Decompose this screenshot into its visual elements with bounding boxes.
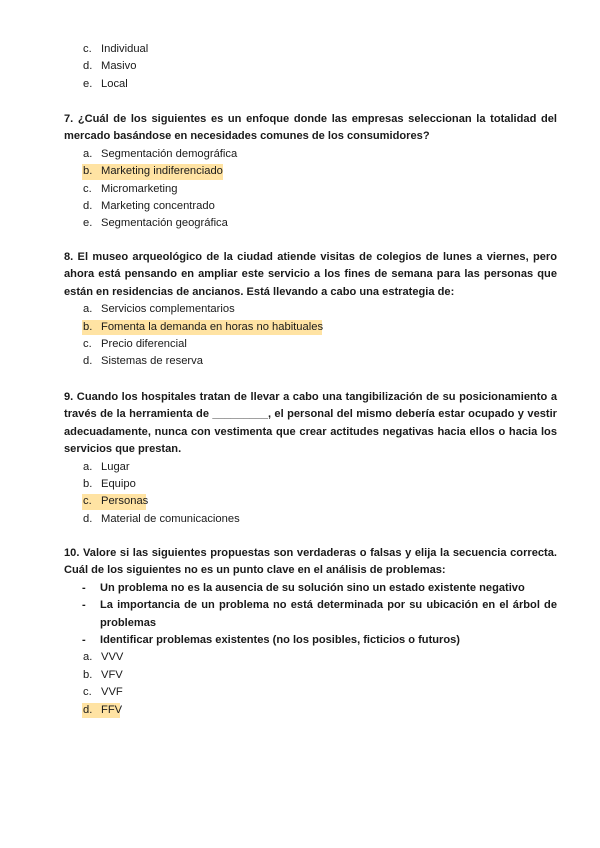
option-row[interactable] <box>64 41 557 58</box>
option-row[interactable] <box>64 58 557 75</box>
option-letter: d. <box>83 199 93 212</box>
option-text: Micromarketing <box>101 182 178 195</box>
option-row-selected[interactable] <box>64 319 557 336</box>
option-row[interactable] <box>64 215 557 232</box>
option-row[interactable] <box>64 146 557 163</box>
option-text: Fomenta la demanda en horas no habituales <box>101 320 324 333</box>
option-text: Masivo <box>101 60 137 73</box>
option-text: Lugar <box>101 460 130 473</box>
option-letter: d. <box>83 512 93 525</box>
option-letter: c. <box>83 686 92 699</box>
option-row-selected[interactable] <box>64 702 557 719</box>
statement-dash: - <box>82 634 86 647</box>
statement-text: Identificar problemas existentes (no los posibles, ficticios o futuros) <box>100 634 460 647</box>
option-text: Precio diferencial <box>101 338 187 350</box>
question-text: 9. Cuando los hospitales tratan de llevar a cabo una tangibilización de su posicionamiento a través de la herramienta de _________, el personal del mismo debería estar ocupado y vestir adecuadamente, nunca con vestimenta que crear actitudes negativas hacia ellos o hacia los servicios que prestan. <box>64 391 557 456</box>
option-letter: a. <box>83 460 93 473</box>
statement-text: La importancia de un problema no está determinada por su ubicación en el árbol de problemas <box>100 599 557 629</box>
option-letter: a. <box>83 303 93 316</box>
option-row[interactable] <box>64 336 557 353</box>
option-text: Personas <box>101 495 149 508</box>
option-text: Servicios complementarios <box>101 303 235 316</box>
option-text: Marketing indiferenciado <box>101 165 223 178</box>
option-row-selected[interactable] <box>64 163 557 180</box>
option-letter: b. <box>83 320 93 333</box>
option-text: Individual <box>101 43 149 55</box>
statement-dash: - <box>82 581 86 594</box>
option-letter: c. <box>83 182 92 195</box>
option-letter: e. <box>83 77 93 90</box>
statement-dash: - <box>82 599 86 612</box>
option-letter: a. <box>83 147 93 160</box>
question-text: 10. Valore si las siguientes propuestas son verdaderas o falsas y elija la secuencia correcta. Cuál de los siguientes no es un punto clave en el análisis de problemas: <box>64 547 557 577</box>
option-letter: b. <box>83 165 93 178</box>
option-text: Sistemas de reserva <box>101 355 203 368</box>
option-text: Local <box>101 77 128 90</box>
option-text: VVV <box>101 651 124 664</box>
option-letter: b. <box>83 478 93 491</box>
option-text: Material de comunicaciones <box>101 512 240 525</box>
option-text: Equipo <box>101 478 136 491</box>
question-8 <box>64 249 557 371</box>
option-row[interactable] <box>64 459 557 476</box>
option-letter: d. <box>83 355 93 368</box>
option-row[interactable] <box>64 181 557 198</box>
prev-question-options <box>64 41 557 93</box>
option-text: VFV <box>101 668 123 681</box>
question-10 <box>64 545 557 719</box>
option-row-selected[interactable] <box>64 493 557 510</box>
option-row[interactable] <box>64 301 557 318</box>
option-row[interactable] <box>64 511 557 528</box>
option-letter: e. <box>83 217 93 230</box>
option-text: Segmentación demográfica <box>101 147 238 160</box>
question-9 <box>64 389 557 528</box>
statement-text: Un problema no es la ausencia de su solución sino un estado existente negativo <box>100 581 525 594</box>
option-letter: d. <box>83 703 93 716</box>
question-text: 8. El museo arqueológico de la ciudad atiende visitas de colegios de lunes a viernes, pero ahora está pensando en ampliar este servicio a los fines de semana para las personas que están en residencias de ancianos. Está llevando a cabo una estrategia de: <box>64 251 557 298</box>
question-7 <box>64 111 557 233</box>
option-row[interactable] <box>64 476 557 493</box>
option-row[interactable] <box>64 649 557 666</box>
option-row[interactable] <box>64 353 557 370</box>
option-text: FFV <box>101 703 123 716</box>
question-text: 7. ¿Cuál de los siguientes es un enfoque donde las empresas seleccionan la totalidad del mercado basándose en necesidades comunes de los consumidores? <box>64 113 557 143</box>
option-letter: c. <box>83 495 92 508</box>
option-row[interactable] <box>64 76 557 93</box>
option-letter: b. <box>83 668 93 681</box>
option-letter: c. <box>83 338 92 350</box>
option-letter: d. <box>83 60 93 73</box>
option-row[interactable] <box>64 667 557 684</box>
statement-item <box>64 597 557 632</box>
option-row[interactable] <box>64 684 557 701</box>
option-letter: c. <box>83 43 92 55</box>
option-text: Segmentación geográfica <box>101 217 228 230</box>
option-row[interactable] <box>64 198 557 215</box>
option-text: Marketing concentrado <box>101 199 215 212</box>
statement-item <box>64 632 557 649</box>
statement-item <box>64 580 557 597</box>
option-letter: a. <box>83 651 93 664</box>
option-text: VVF <box>101 686 123 699</box>
